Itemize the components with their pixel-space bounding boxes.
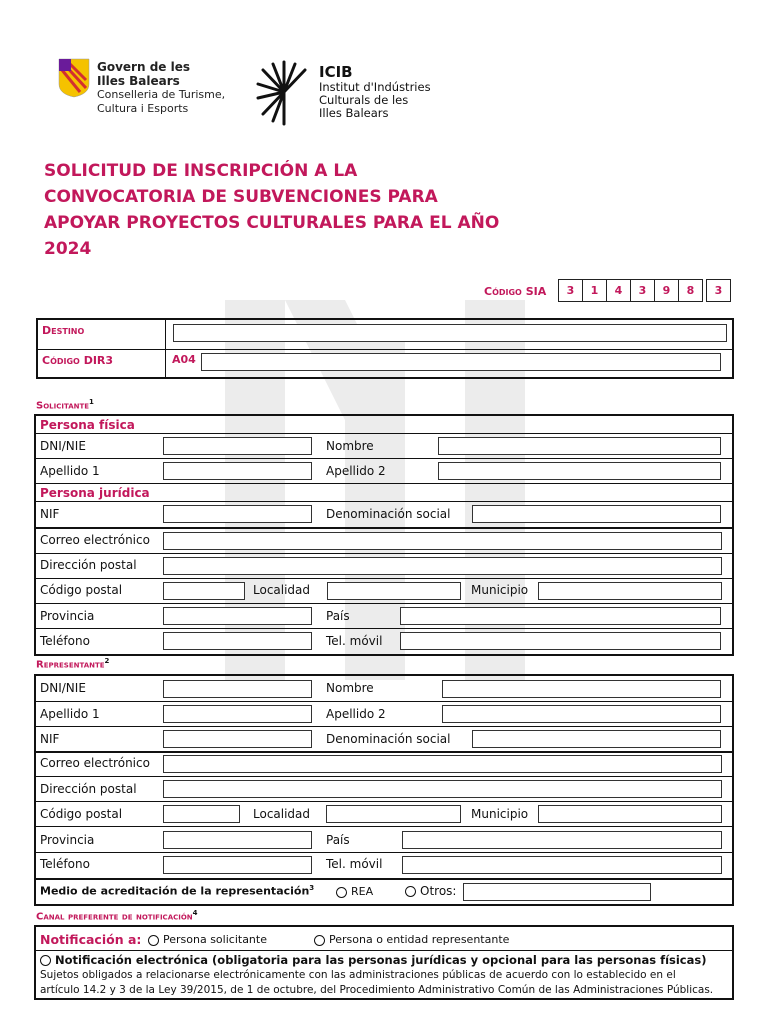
provincia-input[interactable] xyxy=(163,607,312,625)
notificacion-title: Canal preferente de notificación xyxy=(36,911,193,923)
row-divider xyxy=(34,726,734,727)
correo-label: Correo electrónico xyxy=(40,533,150,547)
destino-input[interactable] xyxy=(173,324,727,342)
opt-representante[interactable] xyxy=(314,933,509,946)
icib-line2: Culturals de les xyxy=(319,93,409,107)
title-line: APOYAR PROYECTOS CULTURALES PARA EL AÑO xyxy=(44,213,500,233)
telefono-input[interactable] xyxy=(163,632,312,650)
row-divider xyxy=(34,878,734,880)
otros-input[interactable] xyxy=(463,883,651,901)
row-divider xyxy=(34,603,734,604)
row-divider xyxy=(34,458,734,459)
notificacion-label: Notificación a: xyxy=(40,932,142,947)
sia-digit: 3 xyxy=(706,279,731,302)
rea-option[interactable] xyxy=(336,885,373,898)
row-divider xyxy=(34,483,734,484)
direccion-label: Dirección postal xyxy=(40,558,137,572)
dni-input[interactable] xyxy=(163,437,312,455)
row-divider xyxy=(34,628,734,629)
obligados-text-1: Sujetos obligados a relacionarse electrónicamente con las administraciones públicas de acuerdo con lo establecido en el xyxy=(40,969,676,981)
correo-input[interactable] xyxy=(163,532,722,550)
otros-radio[interactable] xyxy=(405,886,416,897)
sia-digit: 9 xyxy=(654,279,679,302)
electronica-label: Notificación electrónica (obligatoria para las personas jurídicas y opcional para las personas físicas) xyxy=(55,953,707,967)
rep-cp-label: Código postal xyxy=(40,807,123,821)
govern-shield-icon xyxy=(58,58,90,98)
sia-digit: 3 xyxy=(630,279,655,302)
footnote-ref: 2 xyxy=(104,657,110,665)
rep-denominacion-label: Denominación social xyxy=(326,732,451,746)
rep-telefono-input[interactable] xyxy=(163,856,312,874)
rep-pais-label: País xyxy=(326,833,350,847)
sia-digit: 8 xyxy=(678,279,703,302)
rep-denominacion-input[interactable] xyxy=(472,730,721,748)
pais-input[interactable] xyxy=(400,607,721,625)
notificacion-section xyxy=(36,909,198,922)
sia-digit: 1 xyxy=(582,279,607,302)
opt1-label: Persona solicitante xyxy=(163,933,267,946)
rep-nif-input[interactable] xyxy=(163,730,312,748)
rep-nombre-input[interactable] xyxy=(442,680,721,698)
row-divider xyxy=(38,349,732,350)
pais-label: País xyxy=(326,609,350,623)
obligados-text-2: artículo 14.2 y 3 de la Ley 39/2015, de 1 de octubre, del Procedimiento Administrativo Común de las Administraciones Públicas. xyxy=(40,984,714,996)
rea-radio[interactable] xyxy=(336,887,347,898)
persona-fisica-label: Persona física xyxy=(40,418,135,432)
row-divider xyxy=(34,578,734,579)
otros-label: Otros: xyxy=(420,884,457,898)
apellido2-label: Apellido 2 xyxy=(326,464,386,478)
row-divider xyxy=(34,751,734,753)
row-divider xyxy=(34,553,734,554)
title-line: CONVOCATORIA DE SUBVENCIONES PARA xyxy=(44,187,438,207)
rep-correo-input[interactable] xyxy=(163,755,722,773)
nombre-label: Nombre xyxy=(326,439,374,453)
dni-label: DNI/NIE xyxy=(40,439,86,453)
row-divider xyxy=(34,852,734,853)
rep-apellido1-label: Apellido 1 xyxy=(40,707,100,721)
sia-digit: 3 xyxy=(558,279,583,302)
rep-dni-label: DNI/NIE xyxy=(40,681,86,695)
cp-input[interactable] xyxy=(163,582,245,600)
row-divider xyxy=(34,501,734,502)
icib-line3: Illes Balears xyxy=(319,106,389,120)
rep-apellido2-input[interactable] xyxy=(442,705,721,723)
title-line: SOLICITUD DE INSCRIPCIÓN A LA xyxy=(44,161,358,181)
rep-nombre-label: Nombre xyxy=(326,681,374,695)
govern-line1: Govern de les xyxy=(97,60,190,74)
municipio-label: Municipio xyxy=(471,583,529,597)
denominacion-input[interactable] xyxy=(472,505,721,523)
govern-text xyxy=(97,60,225,116)
solicitante-title: Solicitante xyxy=(36,400,90,412)
row-divider xyxy=(34,826,734,827)
rep-cp-input[interactable] xyxy=(163,805,240,823)
rep-localidad-label: Localidad xyxy=(253,807,311,821)
apellido1-label: Apellido 1 xyxy=(40,464,100,478)
rep-municipio-label: Municipio xyxy=(471,807,529,821)
row-divider xyxy=(34,433,734,434)
row-divider xyxy=(34,950,734,951)
rep-pais-input[interactable] xyxy=(402,831,722,849)
representante-section xyxy=(36,657,109,670)
medio-label: Medio de acreditación de la representación xyxy=(40,884,310,898)
localidad-input[interactable] xyxy=(327,582,461,600)
rep-apellido2-label: Apellido 2 xyxy=(326,707,386,721)
col-divider xyxy=(165,320,166,377)
rep-telefono-label: Teléfono xyxy=(40,857,90,871)
sia-label: Código SIA xyxy=(484,285,547,298)
rep-correo-label: Correo electrónico xyxy=(40,756,150,770)
rep-apellido1-input[interactable] xyxy=(163,705,312,723)
rep-localidad-input[interactable] xyxy=(326,805,461,823)
apellido1-input[interactable] xyxy=(163,462,312,480)
icib-line1: Institut d'Indústries xyxy=(319,80,431,94)
opt-solicitante[interactable] xyxy=(148,933,267,946)
rea-label: REA xyxy=(351,885,374,898)
row-divider xyxy=(34,701,734,702)
medio-acreditacion xyxy=(40,884,314,898)
representante-radio[interactable] xyxy=(314,935,325,946)
footnote-ref: 1 xyxy=(89,398,94,406)
movil-label: Tel. móvil xyxy=(326,634,383,648)
sia-digit: 4 xyxy=(606,279,631,302)
row-divider xyxy=(34,801,734,802)
dir3-label: Código DIR3 xyxy=(42,354,114,367)
telefono-label: Teléfono xyxy=(40,634,90,648)
row-divider xyxy=(34,776,734,777)
persona-juridica-label: Persona jurídica xyxy=(40,486,150,500)
govern-line2: Illes Balears xyxy=(97,74,180,88)
icib-sunburst-icon xyxy=(255,58,313,126)
rep-movil-input[interactable] xyxy=(402,856,722,874)
rep-dni-input[interactable] xyxy=(163,680,312,698)
dir3-input[interactable] xyxy=(201,353,721,371)
rep-direccion-label: Dirección postal xyxy=(40,782,137,796)
nif-label: NIF xyxy=(40,507,60,521)
nombre-input[interactable] xyxy=(438,437,721,455)
icib-text xyxy=(319,64,431,120)
opt2-label: Persona o entidad representante xyxy=(329,933,510,946)
rep-provincia-label: Provincia xyxy=(40,833,95,847)
destino-label: Destino xyxy=(42,324,85,337)
denominacion-label: Denominación social xyxy=(326,507,451,521)
rep-direccion-input[interactable] xyxy=(163,780,722,798)
row-divider xyxy=(34,527,734,529)
cp-label: Código postal xyxy=(40,583,123,597)
apellido2-input[interactable] xyxy=(438,462,721,480)
rep-municipio-input[interactable] xyxy=(538,805,722,823)
dir3-prefix: A04 xyxy=(172,353,196,366)
representante-title: Representante xyxy=(36,659,105,671)
govern-line4: Cultura i Esports xyxy=(97,102,189,115)
govern-line3: Conselleria de Turisme, xyxy=(97,88,226,101)
provincia-label: Provincia xyxy=(40,609,95,623)
direccion-input[interactable] xyxy=(163,557,722,575)
solicitante-radio[interactable] xyxy=(148,935,159,946)
page-title xyxy=(44,158,564,262)
title-line: 2024 xyxy=(44,239,92,259)
nif-input[interactable] xyxy=(163,505,312,523)
solicitante-section xyxy=(36,398,94,411)
footnote-ref: 4 xyxy=(192,909,198,917)
notificacion-electronica[interactable] xyxy=(40,953,706,967)
electronica-radio[interactable] xyxy=(40,955,51,966)
localidad-label: Localidad xyxy=(253,583,311,597)
municipio-input[interactable] xyxy=(538,582,722,600)
rep-movil-label: Tel. móvil xyxy=(326,857,383,871)
icib-acronym: ICIB xyxy=(319,63,353,81)
rep-provincia-input[interactable] xyxy=(163,831,312,849)
footnote-ref: 3 xyxy=(309,884,315,892)
otros-option[interactable] xyxy=(405,884,456,898)
rep-nif-label: NIF xyxy=(40,732,60,746)
movil-input[interactable] xyxy=(400,632,721,650)
